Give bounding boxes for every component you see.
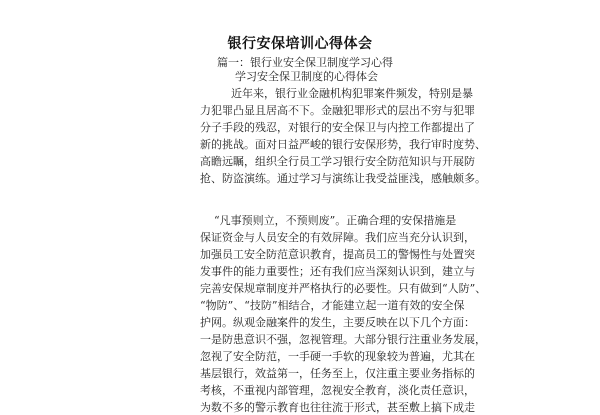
paragraph-line: 考核，不重视内部管理，忽视安全教育，淡化责任意识， bbox=[200, 384, 475, 397]
paragraph-line: 完善安保规章制度并严格执行的必要性。只有做到“人防”、 bbox=[200, 282, 487, 295]
paragraph-line: “凡事预则立，不预则废”。正确合理的安保措施是 bbox=[214, 214, 457, 227]
paragraph-line: 抢、防盗演练。通过学习与演练让我受益匪浅，感触颇多。 bbox=[200, 172, 486, 185]
paragraph-line: 加强员工安全防范意识教育，提高员工的警惕性与处置突 bbox=[200, 248, 475, 261]
subheading-study-notes: 学习安全保卫制度的心得体会 bbox=[235, 70, 378, 83]
paragraph-line: 发事件的能力重要性；还有我们应当深刻认识到，建立与 bbox=[200, 265, 475, 278]
paragraph-line: 新的挑战。面对日益严峻的银行安保形势，我行审时度势、 bbox=[200, 138, 486, 151]
document-title: 银行安保培训心得体会 bbox=[227, 36, 373, 52]
paragraph-line: “物防”、“技防”相结合，才能建立起一道有效的安全保 bbox=[200, 299, 465, 312]
subheading-article-one: 篇一：银行业安全保卫制度学习心得 bbox=[217, 56, 393, 69]
paragraph-line: 保证资金与人员安全的有效屏障。我们应当充分认识到， bbox=[200, 231, 475, 244]
paragraph-line: 护网。纵观金融案件的发生，主要反映在以下几个方面： bbox=[200, 316, 475, 329]
paragraph-line: 分子手段的残忍，对银行的安全保卫与内控工作都提出了 bbox=[200, 121, 475, 134]
paragraph-line: 一是防患意识不强，忽视管理。大部分银行注重业务发展， bbox=[200, 333, 486, 346]
paragraph-line: 基层银行，效益第一，任务至上，仅注重主要业务指标的 bbox=[200, 367, 475, 380]
paragraph-line: 近年来，银行业金融机构犯罪案件频发，特别是暴 bbox=[231, 87, 473, 100]
paragraph-line: 力犯罪凸显且居高不下。金融犯罪形式的层出不穷与犯罪 bbox=[200, 104, 475, 117]
paragraph-line: 高瞻远瞩，组织全行员工学习银行安全防范知识与开展防 bbox=[200, 155, 475, 168]
paragraph-line: 忽视了安全防范，一手硬一手软的现象较为普遍，尤其在 bbox=[200, 350, 475, 363]
paragraph-line: 为数不多的警示教育也往往流于形式，甚至敷上搞下成走 bbox=[200, 401, 475, 414]
